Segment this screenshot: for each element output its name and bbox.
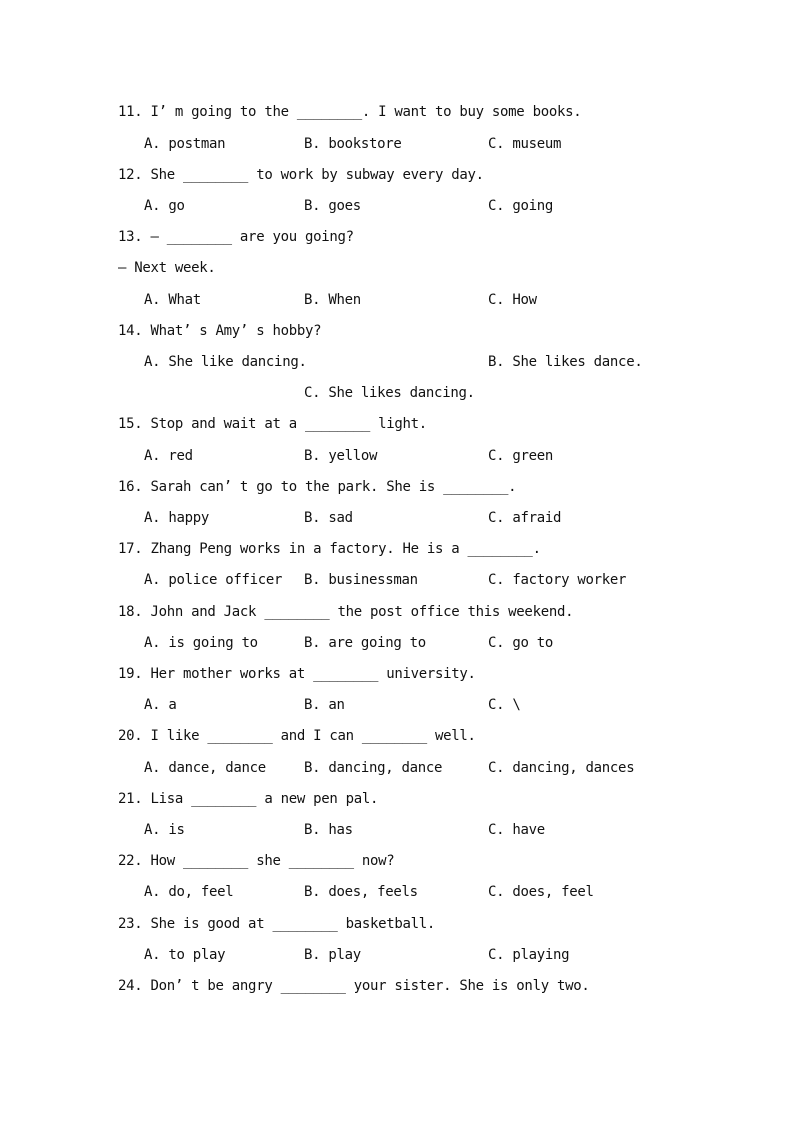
option-a: A. is — [144, 822, 185, 838]
option-c: C. green — [488, 448, 554, 464]
question-stem: 20. I like ________ and I can ________ well. — [118, 728, 476, 744]
question-stem: 17. Zhang Peng works in a factory. He is a ________. — [118, 541, 541, 557]
option-a: A. police officer — [144, 572, 283, 588]
option-a: A. She like dancing. — [144, 354, 307, 370]
question-stem: 19. Her mother works at ________ university. — [118, 666, 476, 682]
option-b: B. does, feels — [304, 884, 418, 900]
question-stem: 14. What’ s Amy’ s hobby? — [118, 323, 322, 339]
option-c: C. museum — [488, 136, 562, 152]
option-b: B. She likes dance. — [488, 354, 643, 370]
option-b: B. sad — [304, 510, 353, 526]
question-stem: 22. How ________ she ________ now? — [118, 853, 395, 869]
question-stem: 24. Don’ t be angry ________ your sister. She is only two. — [118, 978, 590, 994]
option-b: B. yellow — [304, 448, 378, 464]
option-c: C. She likes dancing. — [304, 385, 475, 401]
question-stem: 12. She ________ to work by subway every day. — [118, 167, 484, 183]
option-c: C. dancing, dances — [488, 760, 635, 776]
option-c: C. factory worker — [488, 572, 627, 588]
option-b: B. dancing, dance — [304, 760, 443, 776]
question-stem: 13. — ________ are you going? — [118, 229, 354, 245]
question-stem: 11. I’ m going to the ________. I want to buy some books. — [118, 104, 582, 120]
option-c: C. go to — [488, 635, 554, 651]
option-a: A. do, feel — [144, 884, 234, 900]
option-a: A. red — [144, 448, 193, 464]
option-b: B. play — [304, 947, 361, 963]
question-stem: 18. John and Jack ________ the post office this weekend. — [118, 604, 574, 620]
question-stem: 23. She is good at ________ basketball. — [118, 916, 436, 932]
question-stem: 15. Stop and wait at a ________ light. — [118, 416, 427, 432]
question-stem-line-2: — Next week. — [118, 260, 216, 276]
option-c: C. does, feel — [488, 884, 594, 900]
option-a: A. a — [144, 697, 177, 713]
option-b: B. bookstore — [304, 136, 402, 152]
option-c: C. How — [488, 292, 537, 308]
option-a: A. to play — [144, 947, 226, 963]
option-c: C. \ — [488, 697, 521, 713]
option-b: B. When — [304, 292, 361, 308]
option-c: C. afraid — [488, 510, 562, 526]
question-stem: 16. Sarah can’ t go to the park. She is ________. — [118, 479, 517, 495]
option-c: C. have — [488, 822, 545, 838]
question-stem: 21. Lisa ________ a new pen pal. — [118, 791, 379, 807]
option-a: A. is going to — [144, 635, 258, 651]
option-a: A. dance, dance — [144, 760, 266, 776]
option-b: B. goes — [304, 198, 361, 214]
option-c: C. playing — [488, 947, 570, 963]
option-a: A. go — [144, 198, 185, 214]
option-b: B. are going to — [304, 635, 426, 651]
option-b: B. an — [304, 697, 345, 713]
option-b: B. businessman — [304, 572, 418, 588]
option-b: B. has — [304, 822, 353, 838]
option-a: A. postman — [144, 136, 226, 152]
option-a: A. What — [144, 292, 201, 308]
option-c: C. going — [488, 198, 554, 214]
option-a: A. happy — [144, 510, 210, 526]
